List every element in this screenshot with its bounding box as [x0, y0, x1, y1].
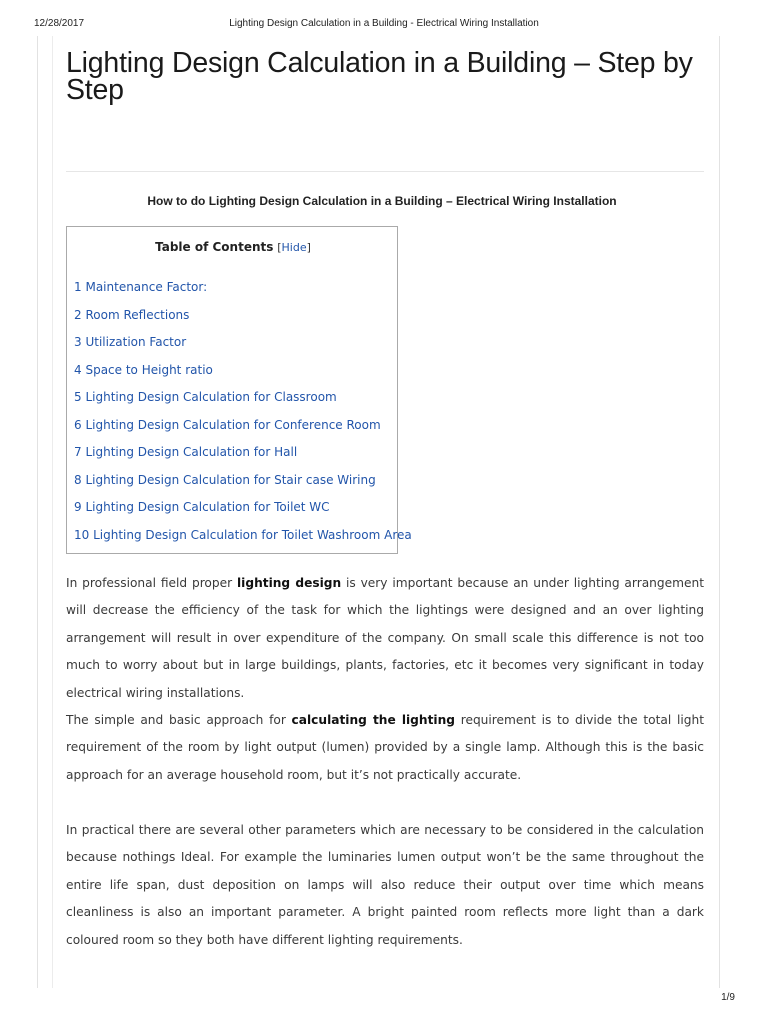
intro-paragraph: [66, 570, 704, 707]
toc-item-10: [74, 527, 412, 555]
toc-item-number: 8: [74, 472, 82, 487]
toc-item-label: Lighting Design Calculation for Toilet WC: [85, 500, 330, 514]
toc-item-label: Lighting Design Calculation for Conference Room: [85, 417, 381, 432]
toc-header: [67, 240, 399, 254]
toc-item-label: Lighting Design Calculation for Stair case Wiring: [85, 472, 376, 487]
page-frame-inner-border: [52, 36, 53, 988]
toc-link[interactable]: [74, 280, 207, 294]
toc-item-label: Maintenance Factor:: [85, 280, 208, 294]
toc-toggle: [277, 241, 311, 254]
toc-item-number: 10: [74, 527, 90, 542]
toc-item-number: 2: [74, 307, 82, 322]
toc-item-7: [74, 444, 412, 472]
toc-item-3: [74, 334, 412, 362]
article-content: [66, 47, 705, 947]
toc-item-number: 1: [74, 280, 82, 294]
paragraph-text: requirement is to divide the total light requirement of the room by light output (lumen) provided by a single lamp. Although this is the basic approach for an average household room, but it’s not practically accurate.: [66, 713, 704, 782]
toc-link[interactable]: [74, 335, 186, 349]
page-number: 1/9: [721, 992, 735, 1003]
toc-item-number: 7: [74, 445, 82, 459]
toc-item-1: [74, 279, 412, 307]
bold-term-lighting-design: lighting design: [236, 576, 342, 590]
toc-link[interactable]: [74, 445, 297, 459]
toc-link[interactable]: [74, 528, 412, 542]
toc-link[interactable]: [74, 363, 213, 377]
paragraph-text: is very important because an under lighting arrangement will decrease the efficiency of the task for which the lightings were designed and an over lighting arrangement will result in over expenditure of the company. On small scale this difference is not too much to worry about but in large buildings, plants, factories, etc it becomes very significant in today: [66, 576, 705, 673]
toc-item-number: 3: [74, 335, 82, 349]
toc-item-label: Utilization Factor: [85, 335, 187, 349]
toc-item-label: Lighting Design Calculation for Classroom: [85, 390, 337, 404]
toc-link[interactable]: [74, 390, 337, 404]
electrical-wiring-installations-link[interactable]: electrical wiring installations: [66, 685, 241, 700]
practical-parameters-paragraph: In practical there are several other parameters which are necessary to be considered in the calculation because nothings Ideal. For example the luminaries lumen output won’t be the same throughout the entire life span, dust deposition on lamps will also reduce their output over time which means cleanliness is also an important parameter. A bright painted room reflects more light than a dark coloured room so they both have different lighting requirements.: [66, 823, 704, 947]
toc-item-9: [74, 499, 412, 527]
toc-item-label: Space to Height ratio: [85, 362, 213, 377]
toc-item-label: Room Reflections: [85, 307, 190, 322]
print-page-title: Lighting Design Calculation in a Building - Electrical Wiring Installation: [229, 18, 539, 29]
toc-item-number: 9: [74, 500, 82, 514]
toc-item-6: [74, 417, 412, 445]
bold-term-calculating-lighting: calculating the lighting: [291, 713, 455, 727]
article-subtitle: How to do Lighting Design Calculation in a Building – Electrical Wiring Installation: [147, 194, 617, 208]
basic-approach-paragraph: [66, 707, 704, 789]
toc-item-number: 6: [74, 417, 82, 432]
toc-item-label: Lighting Design Calculation for Hall: [85, 445, 298, 459]
paragraph-text: .: [240, 685, 245, 700]
toc-link[interactable]: [74, 473, 376, 487]
toc-toggle-close: ]: [306, 241, 311, 254]
toc-hide-link[interactable]: Hide: [281, 241, 307, 254]
toc-link[interactable]: [74, 418, 381, 432]
table-of-contents: [66, 226, 412, 554]
toc-title: Table of Contents: [155, 240, 274, 254]
toc-link[interactable]: [74, 500, 330, 514]
print-date: 12/28/2017: [34, 18, 85, 29]
paragraph-text: In professional field proper: [66, 576, 237, 590]
print-header: [0, 18, 768, 32]
toc-item-label: Lighting Design Calculation for Toilet Washroom Area: [93, 527, 412, 542]
paragraph-text: The simple and basic approach for: [66, 713, 292, 727]
toc-item-4: [74, 362, 412, 390]
toc-item-5: [74, 389, 412, 417]
toc-item-number: 4: [74, 362, 82, 377]
toc-item-number: 5: [74, 390, 82, 404]
title-divider: [66, 171, 704, 172]
toc-link[interactable]: [74, 308, 189, 322]
toc-list: [74, 279, 412, 554]
toc-item-8: [74, 472, 412, 500]
toc-item-2: [74, 307, 412, 335]
toc-toggle-open: [: [277, 241, 282, 254]
article-title: Lighting Design Calculation in a Building – Step by Step: [66, 47, 693, 106]
